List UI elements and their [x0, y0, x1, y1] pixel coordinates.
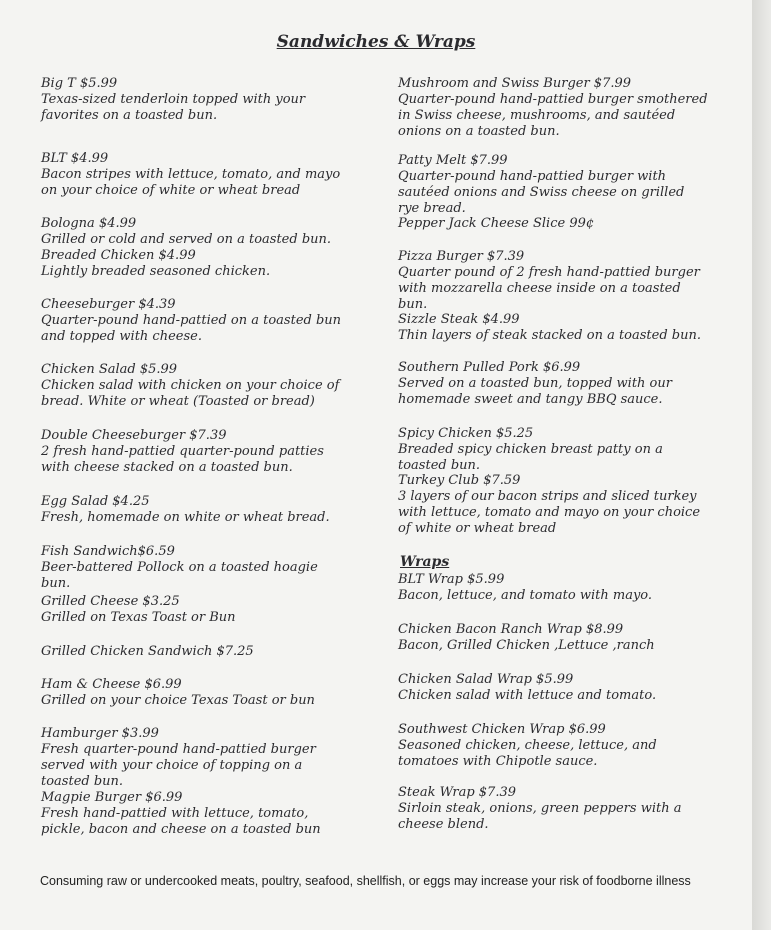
item-name-price: Mushroom and Swiss Burger $7.99 [398, 76, 632, 91]
item-name-price: Sizzle Steak $4.99 [398, 312, 520, 327]
food-safety-disclaimer: Consuming raw or undercooked meats, poultry, seafood, shellfish, or eggs may increase your risk of foodborne illness [40, 874, 691, 888]
item-description: Quarter-pound hand-pattied burger smothered in Swiss cheese, mushrooms, and sautéed onions on a toasted bun. [398, 92, 708, 139]
menu-item [41, 362, 351, 410]
menu-item [41, 677, 351, 709]
item-name-price: Cheeseburger $4.39 [41, 297, 176, 312]
menu-item [41, 216, 351, 248]
item-description: Chicken salad with lettuce and tomato. [398, 688, 657, 703]
item-description: Texas-sized tenderloin topped with your favorites on a toasted bun. [41, 92, 306, 123]
item-description: Bacon, Grilled Chicken ,Lettuce ,ranch [398, 638, 655, 653]
menu-item [41, 790, 351, 838]
item-name-price: BLT $4.99 [41, 151, 109, 166]
menu-item [41, 428, 351, 476]
item-description: Chicken salad with chicken on your choice of bread. White or wheat (Toasted or bread) [41, 378, 340, 409]
item-name-price: Fish Sandwich$6.59 [41, 544, 175, 559]
menu-item [398, 473, 708, 537]
item-description: Quarter-pound hand-pattied burger with sautéed onions and Swiss cheese on grilled rye bread. [398, 169, 685, 216]
menu-item [398, 572, 708, 604]
menu-item [398, 722, 708, 770]
item-name-price: Steak Wrap $7.39 [398, 785, 516, 800]
menu-item [398, 622, 708, 654]
item-name-price: Turkey Club $7.59 [398, 473, 521, 488]
item-description: Fresh hand-pattied with lettuce, tomato, pickle, bacon and cheese on a toasted bun [41, 806, 321, 837]
item-description: Fresh quarter-pound hand-pattied burger served with your choice of topping on a toasted bun. [41, 742, 316, 789]
item-name-price: Magpie Burger $6.99 [41, 790, 183, 805]
page-edge [752, 0, 771, 930]
item-name-price: Grilled Chicken Sandwich $7.25 [41, 644, 254, 659]
menu-item [41, 594, 351, 626]
menu-item [41, 76, 351, 124]
item-name-price: Double Cheeseburger $7.39 [41, 428, 227, 443]
item-name-price: Spicy Chicken $5.25 [398, 426, 534, 441]
menu-item [398, 312, 708, 344]
item-description: Grilled on your choice Texas Toast or bun [41, 693, 315, 708]
item-description: Beer-battered Pollock on a toasted hoagie bun. [41, 560, 318, 591]
menu-item [398, 153, 708, 217]
item-description: Seasoned chicken, cheese, lettuce, and tomatoes with Chipotle sauce. [398, 738, 657, 769]
item-description: Thin layers of steak stacked on a toasted bun. [398, 328, 701, 343]
page-title: Sandwiches & Wraps [276, 32, 476, 52]
menu-item [41, 644, 351, 660]
menu-item [398, 785, 708, 833]
menu-item [41, 494, 351, 526]
item-name-price: Southern Pulled Pork $6.99 [398, 360, 581, 375]
item-name-price: Big T $5.99 [41, 76, 118, 91]
menu-item [398, 216, 708, 232]
item-description: 3 layers of our bacon strips and sliced turkey with lettuce, tomato and mayo on your choice of white or wheat bread [398, 489, 701, 536]
menu-item [41, 297, 351, 345]
menu-item [398, 672, 708, 704]
item-description: Sirloin steak, onions, green peppers with a cheese blend. [398, 801, 682, 832]
menu-item [398, 360, 708, 408]
wraps-heading: Wraps [400, 554, 450, 570]
item-name-price: Ham & Cheese $6.99 [41, 677, 182, 692]
item-name-price: Hamburger $3.99 [41, 726, 159, 741]
item-name-price: Egg Salad $4.25 [41, 494, 150, 509]
item-description: Bacon, lettuce, and tomato with mayo. [398, 588, 653, 603]
item-description: 2 fresh hand-pattied quarter-pound patties with cheese stacked on a toasted bun. [41, 444, 324, 475]
item-description: Fresh, homemade on white or wheat bread. [41, 510, 330, 525]
menu-item [41, 544, 351, 592]
menu-item [398, 249, 708, 313]
item-name-price: Pepper Jack Cheese Slice 99¢ [398, 216, 595, 231]
menu-item [398, 76, 708, 140]
item-description: Lightly breaded seasoned chicken. [41, 264, 271, 279]
item-description: Grilled or cold and served on a toasted bun. [41, 232, 332, 247]
item-name-price: Chicken Salad Wrap $5.99 [398, 672, 574, 687]
item-description: Breaded spicy chicken breast patty on a toasted bun. [398, 442, 663, 473]
item-description: Bacon stripes with lettuce, tomato, and mayo on your choice of white or wheat bread [41, 167, 341, 198]
menu-item [41, 151, 351, 199]
item-description: Quarter-pound hand-pattied on a toasted bun and topped with cheese. [41, 313, 342, 344]
item-name-price: Chicken Bacon Ranch Wrap $8.99 [398, 622, 624, 637]
item-name-price: Patty Melt $7.99 [398, 153, 508, 168]
item-name-price: Chicken Salad $5.99 [41, 362, 178, 377]
item-description: Quarter pound of 2 fresh hand-pattied burger with mozzarella cheese inside on a toasted bun. [398, 265, 700, 312]
item-name-price: BLT Wrap $5.99 [398, 572, 505, 587]
item-name-price: Pizza Burger $7.39 [398, 249, 525, 264]
item-name-price: Grilled Cheese $3.25 [41, 594, 180, 609]
item-name-price: Breaded Chicken $4.99 [41, 248, 196, 263]
item-name-price: Bologna $4.99 [41, 216, 137, 231]
menu-item [41, 726, 351, 790]
menu-item [398, 426, 708, 474]
menu-item [41, 248, 351, 280]
item-name-price: Southwest Chicken Wrap $6.99 [398, 722, 606, 737]
item-description: Grilled on Texas Toast or Bun [41, 610, 236, 625]
item-description: Served on a toasted bun, topped with our homemade sweet and tangy BBQ sauce. [398, 376, 672, 407]
